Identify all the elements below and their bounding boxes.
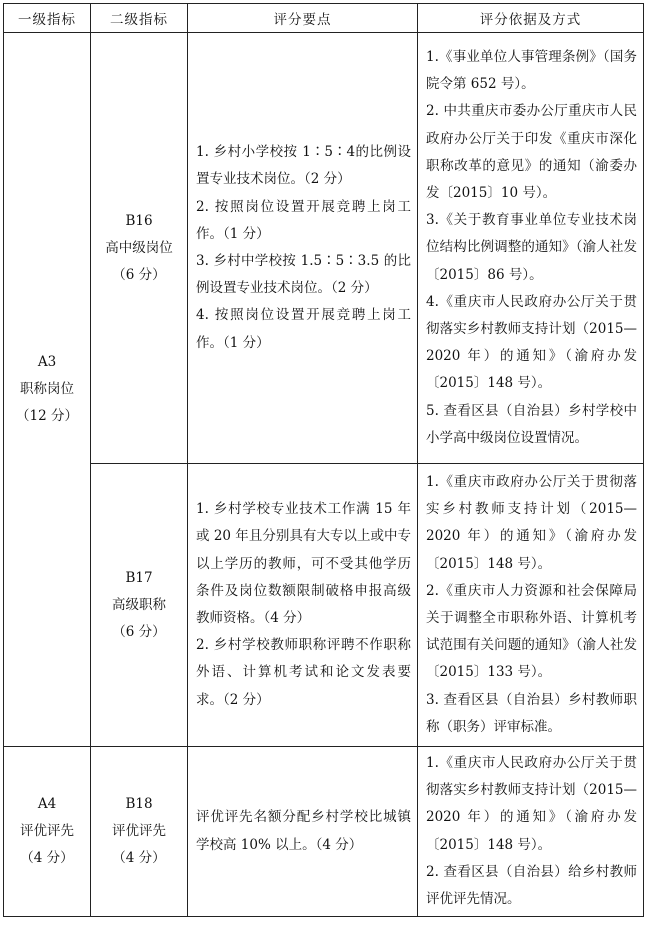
level2-score: （6 分） — [112, 623, 166, 640]
level2-name: 高级职称 — [112, 596, 166, 613]
header-row — [4, 4, 644, 33]
point-item: 4. 按照岗位设置开展竞聘上岗工作。（1 分） — [196, 307, 411, 351]
basis-item: 5. 查看区县（自治县）乡村学校中小学高中级岗位设置情况。 — [426, 402, 637, 446]
basis-item: 1.《重庆市政府办公厅关于贯彻落实乡村教师支持计划（2015—2020 年）的通知》（渝府办发〔2015〕148 号）。 — [426, 473, 637, 572]
point-item: 1. 乡村学校专业技术工作满 15 年或 20 年且分别具有大专以上或中专以上学历的教师，可不受其他学历条件及岗位数额限制破格申报高级教师资格。（4 分） — [196, 501, 411, 626]
header-basis: 评分依据及方式 — [418, 4, 644, 33]
header-points: 评分要点 — [188, 4, 418, 33]
level1-cell-a3 — [4, 33, 91, 747]
level2-cell-b16 — [91, 33, 188, 464]
basis-item: 3. 查看区县（自治县）乡村教师职称（职务）评审标准。 — [426, 691, 637, 735]
level1-score: （4 分） — [20, 850, 74, 866]
level2-code: B18 — [125, 796, 153, 812]
level2-cell-b17 — [91, 464, 188, 747]
table-row — [4, 33, 644, 464]
level2-name: 评优评先 — [112, 823, 166, 839]
basis-item: 1.《重庆市人民政府办公厅关于贯彻落实乡村教师支持计划（2015—2020 年）的通知》（渝府办发〔2015〕148 号）。 — [426, 754, 637, 853]
point-item: 2. 按照岗位设置开展竞聘上岗工作。（1 分） — [196, 198, 411, 242]
basis-item: 4.《重庆市人民政府办公厅关于贯彻落实乡村教师支持计划（2015—2020 年）的通知》（渝府办发〔2015〕148 号）。 — [426, 293, 637, 392]
basis-item: 2. 查看区县（自治县）给乡村教师评优评先情况。 — [426, 863, 637, 907]
header-level2: 二级指标 — [91, 4, 188, 33]
level1-score: （12 分） — [16, 408, 78, 424]
basis-item: 3.《关于教育事业单位专业技术岗位结构比例调整的通知》（渝人社发〔2015〕86 号）。 — [426, 212, 637, 283]
level1-name: 职称岗位 — [20, 381, 74, 397]
table-row — [4, 747, 644, 917]
points-cell-b16 — [188, 33, 418, 464]
level2-code: B16 — [125, 212, 153, 229]
level2-name: 高中级岗位 — [105, 239, 173, 256]
level1-code: A3 — [37, 354, 57, 370]
point-item: 3. 乡村中学校按 1.5∶5∶3.5 的比例设置专业技术岗位。（2 分） — [196, 253, 411, 297]
level1-name: 评优评先 — [20, 823, 74, 839]
point-item: 2. 乡村学校教师职称评聘不作职称外语、计算机考试和论文发表要求。（2 分） — [196, 637, 411, 708]
header-level1: 一级指标 — [4, 4, 91, 33]
basis-item: 2.《重庆市人力资源和社会保障局关于调整全市职称外语、计算机考试范围有关问题的通知》（渝人社发〔2015〕133 号）。 — [426, 582, 637, 681]
point-item: 1. 乡村小学校按 1∶5∶4的比例设置专业技术岗位。（2 分） — [196, 144, 411, 188]
points-cell-b17 — [188, 464, 418, 747]
basis-cell-b16 — [418, 33, 644, 464]
basis-cell-b17 — [418, 464, 644, 747]
level2-code: B17 — [125, 569, 153, 586]
table-row — [4, 464, 644, 747]
level1-cell-a4 — [4, 747, 91, 917]
level1-code: A4 — [37, 796, 57, 812]
points-cell-b18 — [188, 747, 418, 917]
basis-item: 1.《事业单位人事管理条例》（国务院令第 652 号）。 — [426, 48, 637, 93]
point-item: 评优评先名额分配乡村学校比城镇学校高 10% 以上。（4 分） — [196, 809, 411, 853]
basis-item: 2. 中共重庆市委办公厅重庆市人民政府办公厅关于印发《重庆市深化职称改革的意见》的通知（渝委办发〔2015〕10 号）。 — [426, 103, 637, 201]
basis-cell-b18 — [418, 747, 644, 917]
level2-cell-b18 — [91, 747, 188, 917]
level2-score: （6 分） — [112, 266, 166, 283]
criteria-table — [3, 3, 644, 917]
level2-score: （4 分） — [112, 850, 166, 866]
